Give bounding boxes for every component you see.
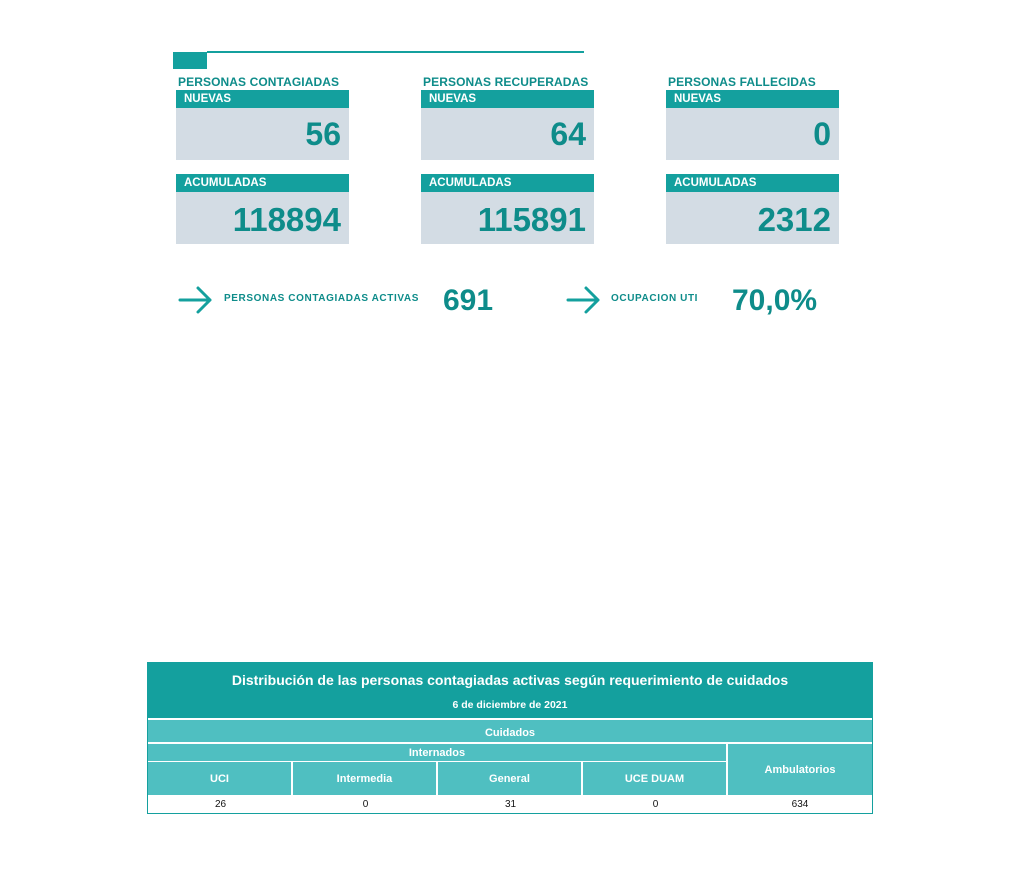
uti-label: OCUPACION UTI: [611, 293, 699, 304]
contagiadas-nuevas-box: [176, 90, 349, 160]
fallecidas-acumuladas-value: 2312: [666, 192, 839, 244]
column-header-uce-duam: UCE DUAM: [583, 762, 728, 795]
column-header-uci: UCI: [148, 762, 293, 795]
table-title-band: [148, 663, 872, 720]
column-header-general: General: [438, 762, 583, 795]
value-uce-duam: 0: [652, 799, 659, 810]
header-accent-block: [173, 52, 207, 69]
fallecidas-acumuladas-box: [666, 174, 839, 244]
value-intermedia: 0: [362, 799, 369, 810]
distribution-table: [147, 662, 873, 814]
header-accent-line: [207, 51, 584, 53]
table-date: 6 de diciembre de 2021: [452, 699, 568, 711]
cuidados-header: Cuidados: [148, 720, 872, 744]
arrow-right-icon: [178, 285, 214, 315]
recuperadas-nuevas-box: [421, 90, 594, 160]
value-uci: 26: [214, 799, 227, 810]
fallecidas-title: PERSONAS FALLECIDAS: [668, 75, 816, 89]
recuperadas-acumuladas-value: 115891: [421, 192, 594, 244]
activas-value: 691: [443, 284, 494, 317]
activas-label: PERSONAS CONTAGIADAS ACTIVAS: [224, 293, 419, 304]
fallecidas-nuevas-label: NUEVAS: [666, 90, 839, 108]
contagiadas-nuevas-label: NUEVAS: [176, 90, 349, 108]
uti-value: 70,0%: [732, 284, 818, 317]
value-general: 31: [504, 799, 517, 810]
fallecidas-nuevas-value: 0: [666, 108, 839, 160]
recuperadas-acumuladas-label: ACUMULADAS: [421, 174, 594, 192]
table-row: [148, 795, 872, 813]
contagiadas-acumuladas-box: [176, 174, 349, 244]
contagiadas-acumuladas-label: ACUMULADAS: [176, 174, 349, 192]
recuperadas-nuevas-value: 64: [421, 108, 594, 160]
contagiadas-title: PERSONAS CONTAGIADAS: [178, 75, 340, 89]
contagiadas-acumuladas-value: 118894: [176, 192, 349, 244]
table-title: Distribución de las personas contagiadas activas según requerimiento de cuidados: [231, 672, 789, 688]
column-header-ambulatorios: Ambulatorios: [728, 744, 872, 795]
recuperadas-acumuladas-box: [421, 174, 594, 244]
internados-header: Internados: [148, 744, 728, 762]
table-header-grid: [148, 744, 872, 795]
fallecidas-acumuladas-label: ACUMULADAS: [666, 174, 839, 192]
value-ambulatorios: 634: [791, 799, 809, 810]
column-header-intermedia: Intermedia: [293, 762, 438, 795]
fallecidas-nuevas-box: [666, 90, 839, 160]
arrow-right-icon: [566, 285, 602, 315]
recuperadas-title: PERSONAS RECUPERADAS: [423, 75, 589, 89]
recuperadas-nuevas-label: NUEVAS: [421, 90, 594, 108]
contagiadas-nuevas-value: 56: [176, 108, 349, 160]
